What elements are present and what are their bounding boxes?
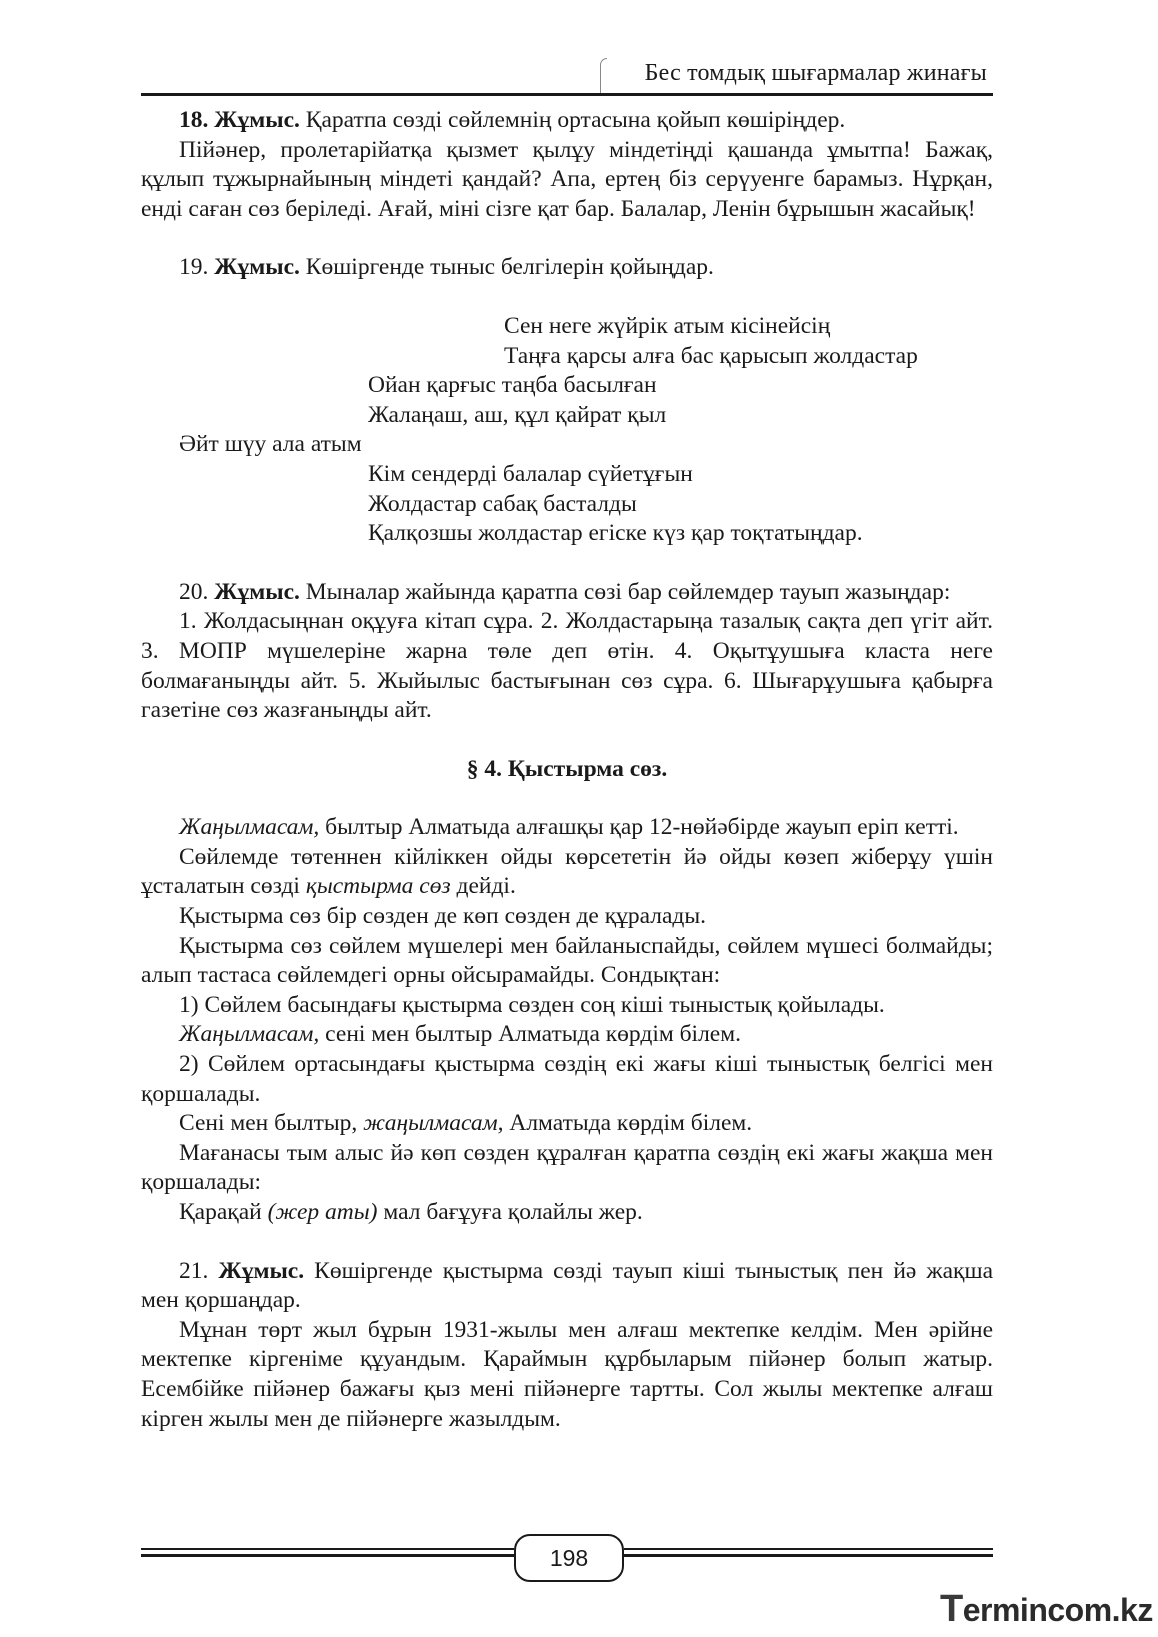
body-paragraph: Қыстырма сөз бір сөзден де көп сөзден де құралады.	[179, 903, 707, 930]
italic-term: (жер аты)	[267, 1199, 378, 1225]
example-sentence: Қарақай (жер аты) мал бағұуға қолайлы жер.	[179, 1199, 643, 1225]
exercise-19-heading	[141, 253, 993, 283]
page-number: 198	[514, 1534, 624, 1582]
header-rule	[141, 93, 993, 96]
exercise-21-text: Мұнан төрт жыл бұрын 1931-жылы мен алғаш мектепке келдім. Мен әрійне мектепке кіргеніме құуандым. Қараймын құрбыларым пійәнер болып жатыр. Есембійке пійәнер бажағы қыз мені пійәнерге тартты. Сол жылы мектепке алғаш кірген жылы мен де пійәнерге жазылдым.	[141, 1316, 993, 1432]
exercise-label: Жұмыс.	[214, 107, 300, 133]
exercise-task: Көшіргенде тыныс белгілерін қойыңдар.	[299, 254, 714, 281]
exercise-18-heading	[141, 106, 993, 136]
exercise-label: Жұмыс.	[214, 578, 300, 605]
poem-line: Жалаңаш, аш, құл қайрат қыл	[368, 401, 667, 428]
exercise-task: Көшіргенде қыстырма сөзді тауып кіші тыныстық пен йә жақша мен қоршаңдар.	[141, 1257, 994, 1314]
italic-term: қыстырма сөз	[305, 873, 451, 900]
book-title: Бес томдық шығармалар жинағы	[644, 60, 987, 86]
body-paragraph: Қыстырма сөз сөйлем мүшелері мен байланыспайды, сөйлем мүшесі болмайды; алып тастаса сөйлемдегі орны ойсырамайды. Сондықтан:	[141, 932, 993, 989]
site-watermark-logo: Termincom.kz	[940, 1588, 1153, 1630]
exercise-label: Жұмыс.	[218, 1257, 305, 1284]
body-paragraph: Сөйлемде төтеннен кійліккен ойды көрсететін йә ойды көзеп жіберұу үшін ұсталатын сөзді қыстырма сөз дейді.	[141, 843, 993, 900]
exercise-18-text: Пійәнер, пролетарійатқа қызмет қылұу міндетіңді қашанда ұмытпа! Бажақ, құлып тұжырнайының міндеті қандай? Апа, ертең біз серүуенге барамыз. Нұрқан, енді саған сөз беріледі. Ағай, міні сізге қат бар. Балалар, Ленін бұрышын жасайық!	[141, 136, 993, 222]
poem-line: Сен неге жүйрік атым кісінейсің	[504, 312, 831, 339]
exercise-number: 19.	[179, 254, 215, 281]
body-paragraph: 1) Сөйлем басындағы қыстырма сөзден соң кіші тыныстық қойылады.	[179, 991, 885, 1018]
poem-line: Қалқозшы жолдастар егіске күз қар тоқтатыңдар.	[368, 520, 863, 547]
poem-line: Жолдастар сабақ басталды	[368, 490, 637, 517]
example-sentence: Жаңылмасам, сені мен былтыр Алматыда көрдім білем.	[179, 1021, 741, 1048]
exercise-task: Мыналар жайында қаратпа сөзі бар сөйлемдер тауып жазыңдар:	[299, 578, 951, 605]
body-paragraph: Жаңылмасам, былтыр Алматыда алғашқы қар 12-нөйәбірде жауып еріп кетті.	[179, 814, 959, 841]
exercise-number: 18.	[179, 107, 209, 133]
italic-term: Жаңылмасам,	[179, 1021, 320, 1048]
poem-line: Таңға қарсы алға бас қарысып жолдастар	[504, 342, 918, 369]
exercise-label: Жұмыс.	[214, 254, 300, 281]
exercise-task: Қаратпа сөзді сөйлемнің ортасына қойып көшіріңдер.	[299, 107, 846, 133]
footer-rule-right-top	[624, 1548, 993, 1550]
running-header	[141, 56, 993, 96]
page-content	[141, 106, 993, 1434]
exercise-number: 21.	[179, 1257, 219, 1284]
exercise-19-poem	[141, 312, 993, 549]
footer-rule-left-bottom	[141, 1554, 514, 1557]
body-paragraph: 2) Сөйлем ортасындағы қыстырма сөздің екі жағы кіші тыныстық белгісі мен қоршалады.	[141, 1051, 993, 1107]
footer-rule-right-bottom	[624, 1554, 993, 1557]
exercise-20-heading	[141, 578, 993, 608]
footer-rule-left-top	[141, 1548, 514, 1550]
italic-term: жаңылмасам,	[363, 1110, 504, 1137]
italic-term: Жаңылмасам,	[179, 814, 320, 841]
exercise-number: 20.	[179, 578, 215, 605]
exercise-20-text: 1. Жолдасыңнан оқұуға кітап сұра. 2. Жолдастарыңа тазалық сақта деп үгіт айт. 3. МОПР мүшелеріне жарна төле деп өтін. 4. Оқытұушыға класта неге болмағаныңды айт. 5. Жыйылыс бастығынан сөз сұра. 6. Шығарұушыға қабырға газетіне сөз жазғаныңды айт.	[141, 608, 993, 724]
example-sentence: Сені мен былтыр, жаңылмасам, Алматыда көрдім білем.	[179, 1110, 753, 1137]
poem-line: Ойан қарғыс таңба басылған	[368, 372, 657, 399]
poem-line: Кім сендерді балалар сүйетұғын	[368, 460, 693, 487]
section-title: § 4. Қыстырма сөз.	[466, 755, 668, 782]
header-tab-decoration	[600, 58, 607, 93]
page-footer	[141, 1534, 993, 1582]
body-paragraph: Мағанасы тым алыс йә көп сөзден құралған қаратпа сөздің екі жағы жақша мен қоршалады:	[141, 1139, 993, 1196]
exercise-21-heading	[141, 1257, 993, 1316]
poem-line: Әйт шүу ала атым	[179, 431, 362, 458]
